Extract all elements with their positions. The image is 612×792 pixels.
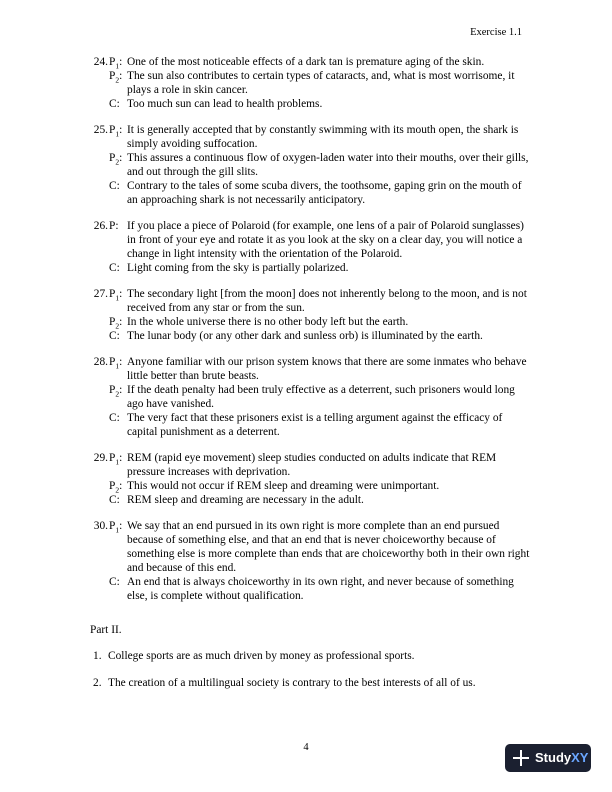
- statement-label: C:: [109, 330, 120, 342]
- plus-icon: [512, 744, 530, 772]
- statement-label: $P_1$:: [109, 520, 123, 535]
- statement-text: This assures a continuous flow of oxygen-laden water into their mouths, over their gills, and out through the gill slits.: [127, 152, 529, 178]
- page-number: 4: [303, 742, 309, 753]
- exercise-number: 24.: [93, 56, 108, 68]
- premise-line: [90, 219, 530, 261]
- premise-line: [90, 287, 530, 315]
- premise-line: [90, 355, 530, 383]
- exercise-item: [90, 451, 530, 507]
- premise-line: [90, 479, 530, 493]
- statement-label: C:: [109, 98, 120, 110]
- statement-label: $P_1$:: [109, 124, 123, 139]
- conclusion-line: [90, 179, 530, 207]
- statement-text: If you place a piece of Polaroid (for example, one lens of a pair of Polaroid sunglasses) in front of your eye and rotate it as you look at the sky on a clear day, you will notice a change in light intensity with the orientation of the Polaroid.: [127, 220, 524, 260]
- exercise-number: 25.: [93, 124, 108, 136]
- exercise-item: [90, 519, 530, 603]
- exercise-number: 27.: [93, 288, 108, 300]
- statement-text: REM (rapid eye movement) sleep studies conducted on adults indicate that REM pressure increases with deprivation.: [127, 452, 497, 478]
- conclusion-line: [90, 575, 530, 603]
- statement-text: This would not occur if REM sleep and dreaming were unimportant.: [127, 480, 440, 492]
- statement-text: Too much sun can lead to health problems.: [127, 98, 323, 110]
- statement-text: The lunar body (or any other dark and sunless orb) is illuminated by the earth.: [127, 330, 483, 342]
- exercise-number: 26.: [93, 220, 108, 232]
- studyxy-badge[interactable]: [505, 744, 591, 772]
- statement-text: Anyone familiar with our prison system knows that there are some inmates who behave little better than brute beasts.: [127, 356, 527, 382]
- statement-text: Contrary to the tales of some scuba divers, the toothsome, gaping grin on the mouth of an approaching shark is not necessarily anticipatory.: [127, 180, 522, 206]
- item-text: The creation of a multilingual society is contrary to the best interests of all of us.: [108, 677, 476, 689]
- statement-text: The secondary light [from the moon] does not inherently belong to the moon, and is not received from any star or from the sun.: [127, 288, 527, 314]
- premise-line: [90, 315, 530, 329]
- conclusion-line: [90, 329, 530, 343]
- conclusion-line: [90, 97, 530, 111]
- document-body: [90, 55, 530, 703]
- exercise-item: [90, 55, 530, 111]
- item-text: College sports are as much driven by money as professional sports.: [108, 650, 415, 662]
- premise-line: [90, 383, 530, 411]
- conclusion-line: [90, 411, 530, 439]
- statement-text: The sun also contributes to certain types of cataracts, and, what is most worrisome, it plays a role in skin cancer.: [127, 70, 515, 96]
- exercise-item: [90, 219, 530, 275]
- exercise-list: [90, 55, 530, 603]
- part-two-item: [90, 649, 530, 663]
- statement-label: $P_2$:: [109, 480, 123, 495]
- conclusion-line: [90, 261, 530, 275]
- statement-label: $P_1$:: [109, 356, 123, 371]
- statement-label: $P_1$:: [109, 452, 123, 467]
- premise-line: [90, 519, 530, 575]
- statement-text: The very fact that these prisoners exist is a telling argument against the efficacy of capital punishment as a deterrent.: [127, 412, 503, 438]
- exercise-number: 29.: [93, 452, 108, 464]
- statement-label: $P_1$:: [109, 56, 123, 71]
- premise-line: [90, 451, 530, 479]
- part-two-title: Part II.: [90, 624, 122, 636]
- statement-label: C:: [109, 576, 120, 588]
- exercise-number: 30.: [93, 520, 108, 532]
- statement-label: $P_1$:: [109, 288, 123, 303]
- statement-label: C:: [109, 412, 120, 424]
- statement-label: $P_2$:: [109, 316, 123, 331]
- exercise-item: [90, 123, 530, 207]
- statement-label: C:: [109, 494, 120, 506]
- statement-text: If the death penalty had been truly effective as a deterrent, such prisoners would long ago have vanished.: [127, 384, 515, 410]
- exercise-header: Exercise 1.1: [470, 27, 522, 38]
- exercise-item: [90, 287, 530, 343]
- premise-line: [90, 69, 530, 97]
- statement-text: We say that an end pursued in its own right is more complete than an end pursued because of something else, and that an end that is never choiceworthy because of something else is more complete than ends that are choiceworthy both in their own right and because of this end.: [127, 520, 530, 574]
- statement-text: It is generally accepted that by constantly swimming with its mouth open, the shark is simply avoiding suffocation.: [127, 124, 519, 150]
- statement-text: REM sleep and dreaming are necessary in the adult.: [127, 494, 364, 506]
- statement-label: P:: [109, 220, 119, 232]
- premise-line: [90, 55, 530, 69]
- exercise-item: [90, 355, 530, 439]
- statement-label: $P_2$:: [109, 70, 123, 85]
- statement-label: C:: [109, 180, 120, 192]
- statement-label: C:: [109, 262, 120, 274]
- statement-label: $P_2$:: [109, 152, 123, 167]
- statement-text: One of the most noticeable effects of a dark tan is premature aging of the skin.: [127, 56, 485, 68]
- statement-label: $P_2$:: [109, 384, 123, 399]
- exercise-number: 28.: [93, 356, 108, 368]
- item-number: 1.: [93, 650, 102, 662]
- item-number: 2.: [93, 677, 102, 689]
- premise-line: [90, 123, 530, 151]
- statement-text: An end that is always choiceworthy in its own right, and never because of something else, is complete without qualification.: [127, 576, 514, 602]
- premise-line: [90, 151, 530, 179]
- part-two-item: [90, 676, 530, 690]
- statement-text: In the whole universe there is no other body left but the earth.: [127, 316, 409, 328]
- conclusion-line: [90, 493, 530, 507]
- part-two-list: [90, 649, 530, 690]
- statement-text: Light coming from the sky is partially polarized.: [127, 262, 349, 274]
- studyxy-logo-text: StudyXY: [535, 750, 589, 765]
